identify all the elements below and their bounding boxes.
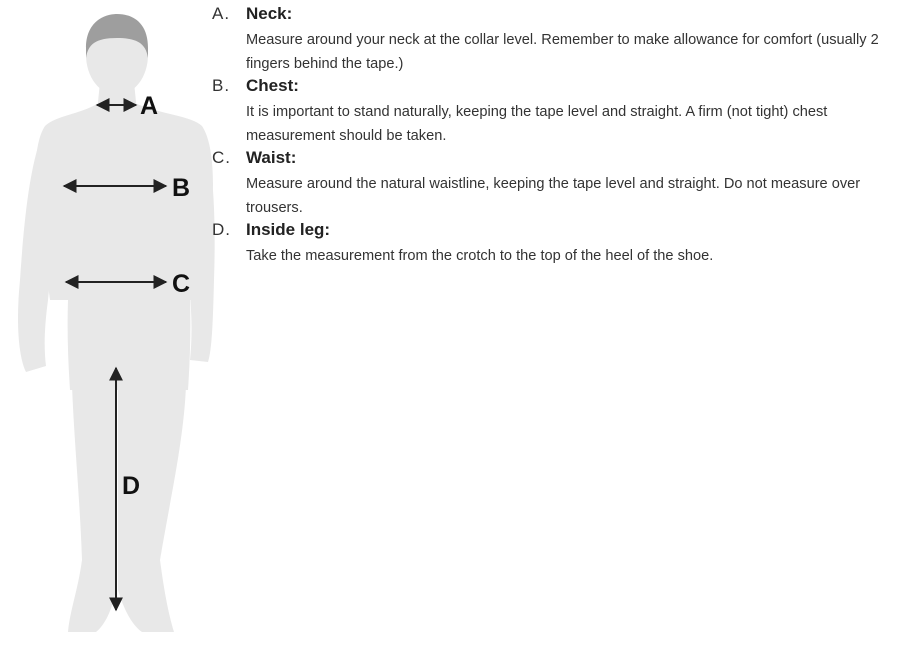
- label-a: A: [140, 92, 159, 120]
- label-c: C: [172, 270, 191, 298]
- measurement-title: Waist:: [246, 148, 297, 167]
- measurement-item-neck: [212, 4, 897, 76]
- measurement-description: Measure around your neck at the collar level. Remember to make allowance for comfort (usually 2 fingers behind the tape.): [246, 32, 879, 72]
- torso: [35, 104, 213, 390]
- measurement-guide-list: [212, 4, 897, 268]
- label-b: B: [172, 174, 191, 202]
- label-d: D: [122, 472, 141, 500]
- measurement-title: Chest:: [246, 76, 299, 95]
- list-marker: C.: [212, 148, 231, 167]
- measurement-heading: [212, 76, 897, 100]
- measurement-description: Take the measurement from the crotch to the top of the heel of the shoe.: [246, 248, 714, 264]
- list-marker: A.: [212, 4, 231, 23]
- measurement-heading: [212, 148, 897, 172]
- body-silhouette-figure: [0, 0, 230, 649]
- right-leg: [118, 385, 186, 632]
- list-marker: B.: [212, 76, 231, 95]
- measurement-heading: [212, 4, 897, 28]
- measurement-title: Inside leg:: [246, 220, 331, 239]
- measurement-heading: [212, 220, 897, 244]
- measurement-item-chest: [212, 76, 897, 148]
- measurement-description: Measure around the natural waistline, keeping the tape level and straight. Do not measure over trousers.: [246, 176, 861, 216]
- measurement-item-inside-leg: [212, 220, 897, 268]
- measurement-description: It is important to stand naturally, keeping the tape level and straight. A firm (not tight) chest measurement should be taken.: [246, 104, 828, 144]
- measurement-title: Neck:: [246, 4, 293, 23]
- measurement-item-waist: [212, 148, 897, 220]
- left-leg: [68, 385, 116, 632]
- list-marker: D.: [212, 220, 231, 239]
